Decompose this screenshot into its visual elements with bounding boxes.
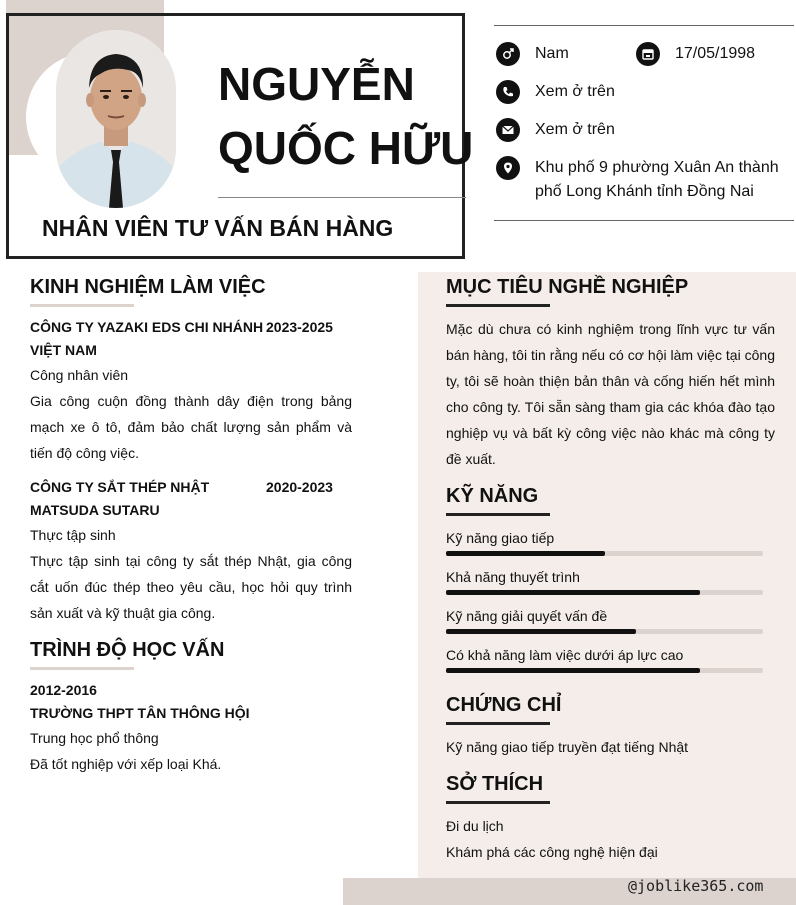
- experience-period: 2020-2023: [266, 479, 333, 495]
- certificates-title: CHỨNG CHỈ: [446, 694, 562, 716]
- gender-icon: [496, 42, 520, 66]
- gender-value: Nam: [535, 45, 569, 62]
- certificate-item: Kỹ năng giao tiếp truyền đạt tiếng Nhật: [446, 739, 689, 755]
- avatar: [56, 30, 176, 208]
- contact-divider-top: [494, 25, 794, 26]
- experience-role: Thực tập sinh: [30, 527, 116, 543]
- skill-bar: [446, 629, 763, 634]
- contact-divider-bottom: [494, 220, 794, 221]
- skill-bar: [446, 668, 763, 673]
- skills-title: KỸ NĂNG: [446, 485, 539, 507]
- mail-icon: [496, 118, 520, 142]
- experience-description: Thực tập sinh tại công ty sắt thép Nhật, gia công cắt uốn đúc thép theo yêu cầu, học hỏi quy trình sản xuất và kỹ thuật gia công.: [30, 553, 352, 621]
- hobbies-underline: [446, 801, 550, 804]
- education-level: Trung học phổ thông: [30, 730, 159, 746]
- experience-description: Gia công cuộn đồng thành dây điện trong bảng mạch xe ô tô, đảm bảo chất lượng sản phẩm và tiến độ công việc.: [30, 393, 352, 461]
- skill-bar: [446, 590, 763, 595]
- hobbies-title: SỞ THÍCH: [446, 773, 544, 795]
- experience-company: CÔNG TY SẮT THÉP NHẬT MATSUDA SUTARU: [30, 479, 210, 518]
- email-value: Xem ở trên: [535, 121, 615, 138]
- phone-icon: [496, 80, 520, 104]
- experience-underline: [30, 304, 134, 307]
- watermark: @joblike365.com: [628, 877, 764, 895]
- certificates-underline: [446, 722, 550, 725]
- skill-label: Kỹ năng giao tiếp: [446, 530, 555, 546]
- job-title: NHÂN VIÊN TƯ VẤN BÁN HÀNG: [42, 215, 394, 241]
- education-note: Đã tốt nghiệp với xếp loại Khá.: [30, 756, 222, 772]
- skill-label: Khả năng thuyết trình: [446, 569, 580, 585]
- experience-period: 2023-2025: [266, 319, 333, 335]
- skill-bar-fill: [446, 590, 700, 595]
- candidate-name: [218, 52, 473, 180]
- skill-bar-fill: [446, 668, 700, 673]
- objective-text: Mặc dù chưa có kinh nghiệm trong lĩnh vực tư vấn bán hàng, tôi tin rằng nếu có cơ hội làm việc tại công ty, tôi sẽ hoàn thiện bản thân và cống hiến hết mình cho công ty. Tôi sẵn sàng tham gia các khóa đào tạo nghiệp vụ và bất kỳ công việc nào khác mà công ty đề xuất.: [446, 321, 775, 467]
- skill-bar-fill: [446, 551, 605, 556]
- address-value: Khu phố 9 phường Xuân An thành phố Long Khánh tỉnh Đồng Nai: [535, 159, 779, 200]
- skills-underline: [446, 513, 550, 516]
- education-period: 2012-2016: [30, 682, 97, 698]
- education-title: TRÌNH ĐỘ HỌC VẤN: [30, 639, 225, 661]
- objective-underline: [446, 304, 550, 307]
- objective-title: MỤC TIÊU NGHỀ NGHIỆP: [446, 276, 689, 298]
- name-line-2: QUỐC HỮU: [218, 122, 474, 174]
- experience-company: CÔNG TY YAZAKI EDS CHI NHÁNH VIỆT NAM: [30, 319, 264, 358]
- name-line-1: NGUYỄN: [218, 58, 415, 110]
- phone-value: Xem ở trên: [535, 83, 615, 100]
- skill-bar: [446, 551, 763, 556]
- skill-label: Kỹ năng giải quyết vấn đề: [446, 608, 608, 624]
- skill-bar-fill: [446, 629, 636, 634]
- location-icon: [496, 156, 520, 180]
- hobby-item: Đi du lịch: [446, 818, 504, 834]
- education-underline: [30, 667, 134, 670]
- calendar-icon: [636, 42, 660, 66]
- experience-title: KINH NGHIỆM LÀM VIỆC: [30, 276, 266, 298]
- name-divider: [218, 197, 466, 198]
- skill-label: Có khả năng làm việc dưới áp lực cao: [446, 647, 684, 663]
- experience-role: Công nhân viên: [30, 367, 129, 383]
- birthdate-value: 17/05/1998: [675, 45, 756, 62]
- education-school: TRƯỜNG THPT TÂN THÔNG HỘI: [30, 705, 250, 721]
- hobby-item: Khám phá các công nghệ hiện đại: [446, 844, 658, 860]
